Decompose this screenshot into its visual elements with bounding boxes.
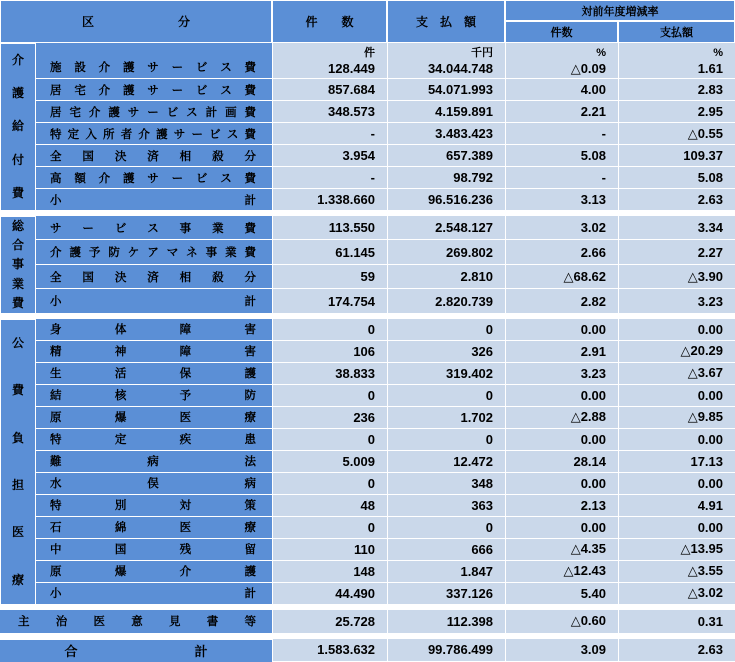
rate-payment-cell: 0.00 [618, 319, 735, 341]
row-label: 全国決済相殺分 [36, 265, 272, 289]
count-cell: 110 [272, 539, 387, 561]
rate-count-cell: 4.00 [505, 79, 618, 101]
rate-count-cell: 3.09 [505, 639, 618, 662]
section-label [0, 216, 36, 314]
count-cell: 1.583.632 [272, 639, 387, 662]
count-cell: 106 [272, 341, 387, 363]
header-change-payment: 支払額 [618, 21, 735, 43]
rate-payment-cell: 4.91 [618, 495, 735, 517]
count-cell: 3.954 [272, 145, 387, 167]
rate-payment-cell: 0.00 [618, 385, 735, 407]
section-label-char: 総 [11, 219, 24, 233]
section-label-char: 担 [11, 477, 24, 492]
table-row [0, 341, 735, 363]
row-label: 居宅介護サービス費 [36, 79, 272, 101]
count-cell: 25.728 [272, 610, 387, 634]
cell-value: 128.449 [328, 61, 376, 76]
rate-count-cell: △68.62 [505, 265, 618, 289]
rate-count-cell: △12.43 [505, 561, 618, 583]
rate-payment-cell: 0.00 [618, 517, 735, 539]
header-payment: 支 払 額 [387, 0, 505, 43]
table-row [0, 407, 735, 429]
rate-count-cell: 2.21 [505, 101, 618, 123]
table-row [0, 539, 735, 561]
table-row [0, 495, 735, 517]
count-cell: 174.754 [272, 289, 387, 313]
rate-count-cell: 0.00 [505, 319, 618, 341]
count-cell: 5.009 [272, 451, 387, 473]
header-change-rate: 対前年度増減率 [505, 0, 735, 21]
rate-payment-cell: △0.55 [618, 123, 735, 145]
count-cell: 48 [272, 495, 387, 517]
row-label: 小 計 [36, 289, 272, 313]
row-label: 小 計 [36, 189, 272, 211]
row-label: 精神障害 [36, 341, 272, 363]
payment-cell: 2.548.127 [387, 216, 505, 240]
rate-payment-cell: 2.27 [618, 240, 735, 264]
payment-cell: 98.792 [387, 167, 505, 189]
rate-payment-cell: △3.90 [618, 265, 735, 289]
rate-payment-cell: 3.34 [618, 216, 735, 240]
payment-cell: 319.402 [387, 363, 505, 385]
row-label: 原爆介護 [36, 561, 272, 583]
payment-cell: 4.159.891 [387, 101, 505, 123]
payment-cell: 12.472 [387, 451, 505, 473]
payment-cell: 112.398 [387, 610, 505, 634]
rate-count-cell: 3.23 [505, 363, 618, 385]
table-row [0, 43, 735, 79]
payment-cell: 54.071.993 [387, 79, 505, 101]
payment-cell: 1.702 [387, 407, 505, 429]
row-label: 原爆医療 [36, 407, 272, 429]
section-label-char: 医 [11, 525, 24, 540]
count-cell: 1.338.660 [272, 189, 387, 211]
count-cell: 38.833 [272, 363, 387, 385]
section-label-char: 業 [11, 276, 24, 291]
row-label: 特別対策 [36, 495, 272, 517]
rate-count-cell: - [505, 123, 618, 145]
rate-count-cell: 2.66 [505, 240, 618, 264]
table-row [0, 429, 735, 451]
table-row [0, 101, 735, 123]
row-label: 施設介護サービス費 [36, 43, 272, 79]
cell-value: 1.61 [697, 61, 724, 76]
count-cell: 59 [272, 265, 387, 289]
row-label: 中国残留 [36, 539, 272, 561]
rate-count-cell: 28.14 [505, 451, 618, 473]
unit-label: 千円 [471, 47, 494, 59]
table-row [0, 145, 735, 167]
payment-cell: 269.802 [387, 240, 505, 264]
rate-payment-cell: 0.00 [618, 473, 735, 495]
section-label-char: 給 [11, 119, 24, 134]
row-label: 小 計 [36, 583, 272, 605]
table-row [0, 561, 735, 583]
rate-payment-cell: 2.63 [618, 189, 735, 211]
rate-count-cell: △0.60 [505, 610, 618, 634]
header-count: 件 数 [272, 0, 387, 43]
row-label: 結核予防 [36, 385, 272, 407]
payment-cell [387, 43, 505, 79]
rate-payment-cell: △13.95 [618, 539, 735, 561]
section-label-char: 費 [11, 295, 24, 310]
table-row [0, 363, 735, 385]
table-row [0, 319, 735, 341]
unit-label: % [596, 47, 607, 59]
count-cell: 236 [272, 407, 387, 429]
payment-cell: 657.389 [387, 145, 505, 167]
count-cell: 44.490 [272, 583, 387, 605]
section-label-char: 費 [11, 383, 24, 398]
section-label [0, 319, 36, 605]
row-label: 身体障害 [36, 319, 272, 341]
payment-cell: 666 [387, 539, 505, 561]
row-label: 居宅介護サービス計画費 [36, 101, 272, 123]
rate-count-cell: 0.00 [505, 385, 618, 407]
count-cell: 61.145 [272, 240, 387, 264]
payment-cell: 0 [387, 385, 505, 407]
count-cell: 148 [272, 561, 387, 583]
doctor-opinion-label: 主治医意見書等 [0, 610, 272, 634]
header-row-1 [0, 0, 735, 21]
section-label-text [1, 320, 35, 604]
table-row [0, 123, 735, 145]
row-label: 水俣病 [36, 473, 272, 495]
table-row [0, 583, 735, 605]
count-cell: 0 [272, 473, 387, 495]
payment-cell: 363 [387, 495, 505, 517]
section-label-char: 費 [11, 185, 24, 200]
table-row [0, 289, 735, 313]
rate-payment-cell: 109.37 [618, 145, 735, 167]
payment-cell: 0 [387, 319, 505, 341]
row-label: 全国決済相殺分 [36, 145, 272, 167]
section-label-char: 護 [11, 86, 24, 101]
total-row [0, 639, 735, 662]
unit-label: 件 [364, 47, 376, 59]
rate-payment-cell: 0.00 [618, 429, 735, 451]
count-cell: 857.684 [272, 79, 387, 101]
section-label-char: 介 [11, 53, 24, 67]
table-row [0, 79, 735, 101]
row-label: サービス事業費 [36, 216, 272, 240]
unit-label: % [713, 47, 724, 59]
row-label: 特定入所者介護サービス費 [36, 123, 272, 145]
section-label-char: 付 [11, 152, 24, 167]
rate-count-cell: 0.00 [505, 429, 618, 451]
rate-count-cell: △2.88 [505, 407, 618, 429]
rate-payment-cell: 5.08 [618, 167, 735, 189]
rate-count-cell: 0.00 [505, 473, 618, 495]
rate-count-cell: 2.82 [505, 289, 618, 313]
rate-count-cell: 2.13 [505, 495, 618, 517]
rate-payment-cell: △3.02 [618, 583, 735, 605]
table-row [0, 385, 735, 407]
rate-payment-cell: △20.29 [618, 341, 735, 363]
payment-cell: 2.810 [387, 265, 505, 289]
count-cell: 0 [272, 429, 387, 451]
header-change-count: 件数 [505, 21, 618, 43]
cell-value: 34.044.748 [427, 61, 494, 76]
rate-payment-cell: △3.67 [618, 363, 735, 385]
section-label-text [1, 44, 35, 210]
rate-count-cell: 5.08 [505, 145, 618, 167]
row-label: 高額介護サービス費 [36, 167, 272, 189]
rate-payment-cell: 3.23 [618, 289, 735, 313]
rate-count-cell: 5.40 [505, 583, 618, 605]
rate-count-cell: 0.00 [505, 517, 618, 539]
payment-cell: 0 [387, 517, 505, 539]
payment-cell: 326 [387, 341, 505, 363]
payment-cell: 348 [387, 473, 505, 495]
count-cell: 348.573 [272, 101, 387, 123]
section-label-char: 療 [11, 572, 24, 587]
section-label-char: 事 [11, 257, 24, 272]
header-category: 区 分 [0, 0, 272, 43]
rate-payment-cell: 2.83 [618, 79, 735, 101]
table-row [0, 517, 735, 539]
rate-count-cell: △4.35 [505, 539, 618, 561]
row-label: 介護予防ケアマネ事業費 [36, 240, 272, 264]
section-label-char: 負 [11, 430, 24, 445]
count-cell: 113.550 [272, 216, 387, 240]
cell-value: △0.09 [570, 61, 607, 76]
doctor-opinion-row [0, 610, 735, 634]
rate-payment-cell: 17.13 [618, 451, 735, 473]
table-row [0, 240, 735, 264]
rate-payment-cell [618, 43, 735, 79]
section-label-char: 合 [11, 238, 24, 253]
rate-count-cell: 2.91 [505, 341, 618, 363]
section-label-char: 公 [11, 336, 24, 350]
rate-count-cell: 3.02 [505, 216, 618, 240]
row-label: 難病法 [36, 451, 272, 473]
table-row [0, 189, 735, 211]
rate-payment-cell: 2.95 [618, 101, 735, 123]
table-row [0, 216, 735, 240]
payment-cell: 96.516.236 [387, 189, 505, 211]
row-label: 特定疾患 [36, 429, 272, 451]
table-row [0, 473, 735, 495]
rate-payment-cell: △9.85 [618, 407, 735, 429]
table-row [0, 451, 735, 473]
count-cell [272, 43, 387, 79]
count-cell: 0 [272, 517, 387, 539]
total-label: 合 計 [0, 639, 272, 662]
rate-payment-cell: 0.31 [618, 610, 735, 634]
rate-count-cell: 3.13 [505, 189, 618, 211]
payment-cell: 337.126 [387, 583, 505, 605]
section-label-text [1, 217, 35, 313]
rate-count-cell [505, 43, 618, 79]
payment-cell: 3.483.423 [387, 123, 505, 145]
payment-cell: 2.820.739 [387, 289, 505, 313]
table-row [0, 265, 735, 289]
count-cell: 0 [272, 385, 387, 407]
rate-payment-cell: 2.63 [618, 639, 735, 662]
row-label: 石綿医療 [36, 517, 272, 539]
payment-cell: 0 [387, 429, 505, 451]
payment-cell: 99.786.499 [387, 639, 505, 662]
payment-cell: 1.847 [387, 561, 505, 583]
count-cell: - [272, 123, 387, 145]
count-cell: 0 [272, 319, 387, 341]
section-label [0, 43, 36, 211]
table-row [0, 167, 735, 189]
rate-payment-cell: △3.55 [618, 561, 735, 583]
rate-count-cell: - [505, 167, 618, 189]
count-cell: - [272, 167, 387, 189]
row-label: 生活保護 [36, 363, 272, 385]
